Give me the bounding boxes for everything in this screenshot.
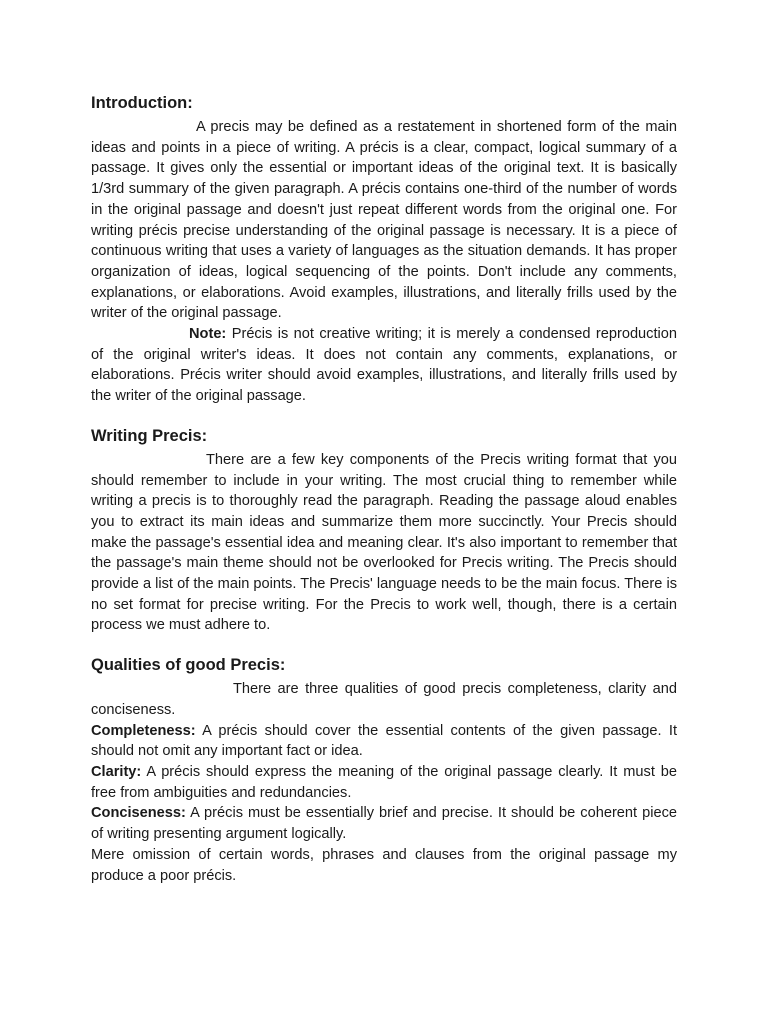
introduction-heading: Introduction: [91, 94, 193, 112]
introduction-note [91, 324, 677, 407]
quality-text: A précis must be essentially brief and precise. It should be coherent piece of writing presenting argument logically. [91, 805, 677, 843]
quality-label: Completeness: [91, 722, 196, 739]
note-text: Précis is not creative writing; it is merely a condensed reproduction of the original writer's ideas. It does not contain any comments, explanations, or elaborations. Précis writer should avoid examples, illustrations, and literally frills used by the writer of the original passage. [91, 326, 677, 405]
note-label: Note: [189, 326, 227, 343]
introduction-paragraph: A precis may be defined as a restatement in shortened form of the main ideas and points in a piece of writing. A précis is a clear, compact, logical summary of a passage. It gives only the essential or important ideas of the original text. It is basically 1/3rd summary of the given paragraph. A précis contains one-third of the number of words in the original passage and doesn't just repeat different words from the original one. For writing précis precise understanding of the original passage is necessary. It is a piece of continuous writing that uses a variety of languages as the situation demands. It has proper organization of ideas, logical sequencing of the points. Don't include any comments, explanations, or elaborations. Avoid examples, illustrations, and literally frills used by the writer of the original passage. [91, 119, 677, 322]
quality-clarity [91, 762, 677, 803]
introduction-section [91, 93, 677, 407]
quality-completeness [91, 721, 677, 762]
quality-text: A précis should cover the essential contents of the given passage. It should not omit any important fact or idea. [91, 722, 677, 760]
writing-precis-heading: Writing Precis: [91, 426, 208, 445]
writing-precis-paragraph: There are a few key components of the Precis writing format that you should remember to include in your writing. The most crucial thing to remember while writing a precis is to thoroughly read the paragraph. Reading the passage aloud enables you to extract its main ideas and summarize them more succinctly. Your Precis should make the passage's essential idea and meaning clear. It's also important to remember that the passage's main theme should not be overlooked for Precis writing. The Precis should provide a list of the main points. The Precis' language needs to be the main focus. There is no set format for precise writing. For the Precis to work well, though, there is a certain process we must adhere to. [91, 451, 677, 634]
qualities-heading: Qualities of good Precis: [91, 656, 286, 675]
quality-conciseness [91, 803, 677, 844]
document-page [91, 93, 677, 886]
qualities-intro: There are three qualities of good precis completeness, clarity and conciseness. [91, 681, 677, 718]
writing-precis-section [91, 426, 677, 636]
qualities-closing: Mere omission of certain words, phrases and clauses from the original passage my produce a poor précis. [91, 846, 677, 884]
quality-label: Clarity: [91, 763, 142, 780]
quality-text: A précis should express the meaning of the original passage clearly. It must be free from ambiguities and redundancies. [91, 763, 677, 801]
quality-label: Conciseness: [91, 805, 186, 822]
qualities-section [91, 655, 677, 886]
